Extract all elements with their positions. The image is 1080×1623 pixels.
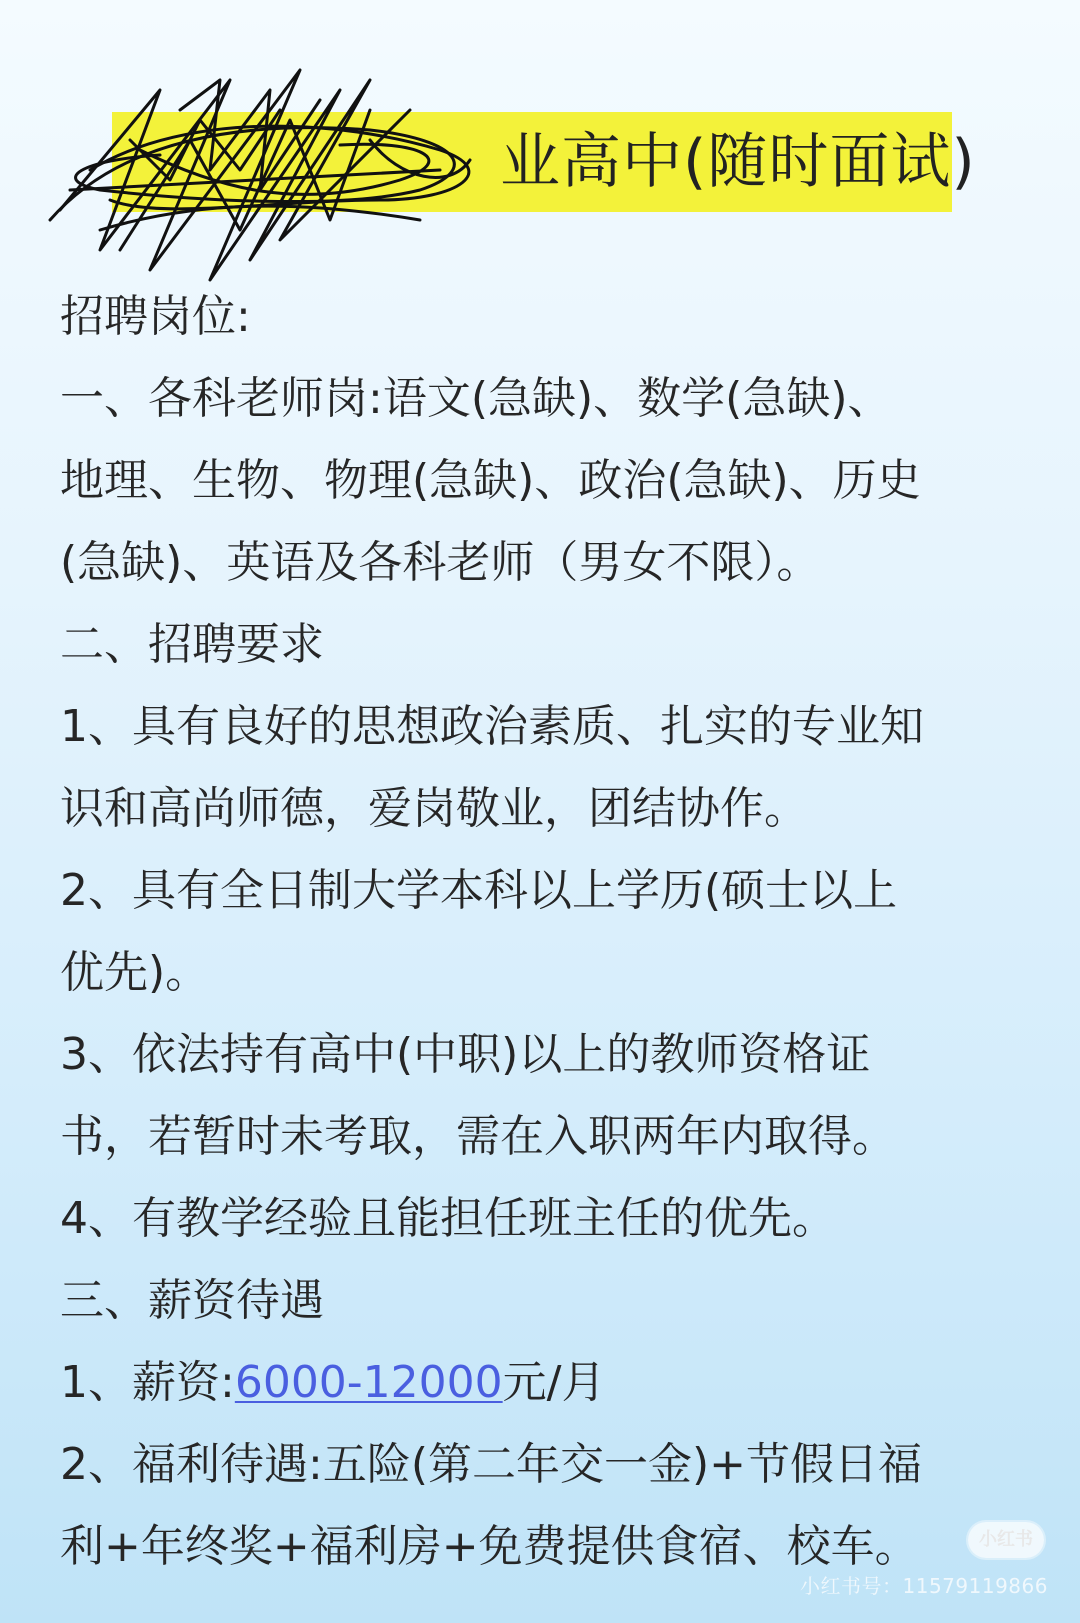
brand-watermark-badge — [968, 1522, 1044, 1558]
brand-watermark-text: 小红书 — [979, 1529, 1033, 1550]
text-line: 2、福利待遇:五险(第二年交一金)+节假日福 — [60, 1439, 923, 1490]
salary-amount-link[interactable]: 6000-12000 — [234, 1357, 503, 1408]
text-line: 优先)。 — [60, 947, 210, 998]
text-line: 识和高尚师德，爱岗敬业，团结协作。 — [60, 783, 808, 834]
text-line: 2、具有全日制大学本科以上学历(硕士以上 — [60, 865, 898, 916]
job-description — [60, 276, 1020, 1588]
page-title-visible-text: 业高中(随时面试) — [500, 127, 976, 197]
text-line: 地理、生物、物理(急缺)、政治(急缺)、历史 — [60, 455, 921, 506]
text-line: 1、具有良好的思想政治素质、扎实的专业知 — [60, 701, 924, 752]
text-line: 书，若暂时未考取，需在入职两年内取得。 — [60, 1111, 896, 1162]
text-line: 4、有教学经验且能担任班主任的优先。 — [60, 1193, 836, 1244]
salary-prefix: 1、薪资: — [60, 1357, 235, 1408]
text-line: 3、依法持有高中(中职)以上的教师资格证 — [60, 1029, 871, 1080]
salary-suffix: 元/月 — [502, 1357, 606, 1408]
section-heading-positions: 招聘岗位: — [60, 291, 251, 342]
watermark-id-text: 小红书号：11579119866 — [800, 1574, 1048, 1598]
section-heading-requirements: 二、招聘要求 — [60, 619, 324, 670]
section-heading-salary: 三、薪资待遇 — [60, 1275, 324, 1326]
salary-line — [60, 1342, 1020, 1424]
redaction-scribble — [40, 50, 500, 290]
text-line: (急缺)、英语及各科老师（男女不限）。 — [60, 537, 821, 588]
text-line: 利+年终奖+福利房+免费提供食宿、校车。 — [60, 1521, 919, 1572]
text-line: 一、各科老师岗:语文(急缺)、数学(急缺)、 — [60, 373, 892, 424]
